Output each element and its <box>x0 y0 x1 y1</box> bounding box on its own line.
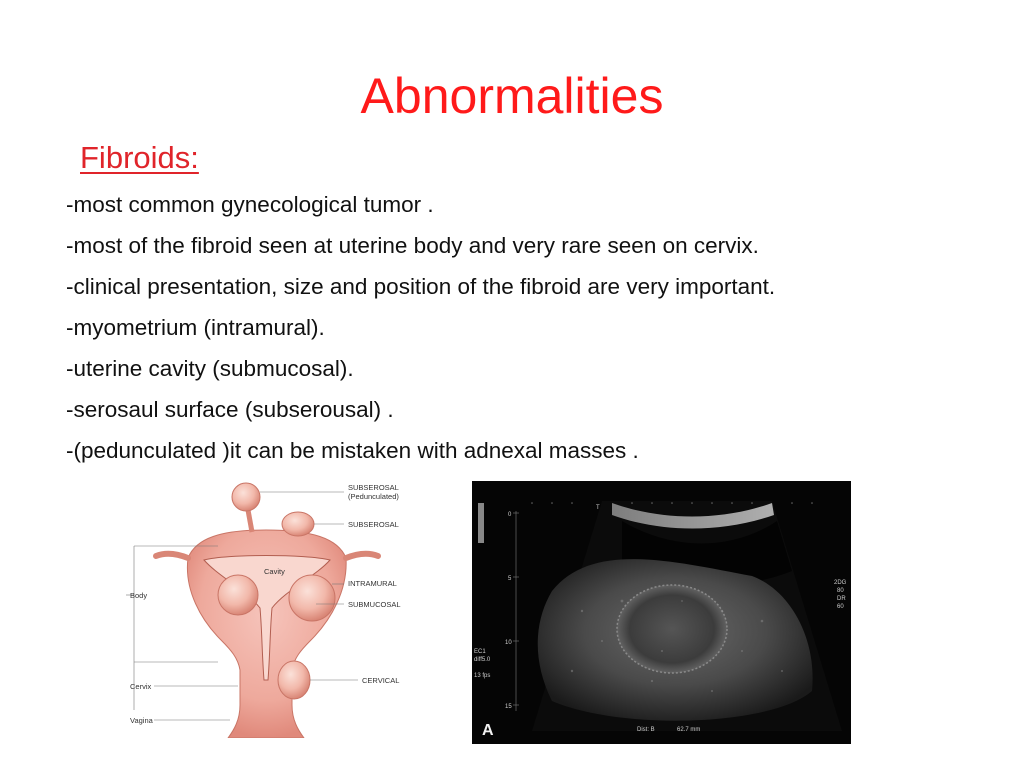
label-vagina: Vagina <box>130 716 153 725</box>
ultrasound-image <box>472 481 851 744</box>
bottom-value: 62.7 mm <box>677 727 701 733</box>
right-info: 2DG <box>834 580 847 586</box>
depth-15: 15 <box>505 704 512 710</box>
bullet-item: -uterine cavity (submucosal). <box>66 356 354 381</box>
bullet-item: -clinical presentation, size and position of the fibroid are very important. <box>66 274 776 299</box>
ultrasound-mass <box>617 585 727 673</box>
left-info: 13 fps <box>474 673 491 679</box>
panel-letter: A <box>482 722 494 739</box>
fibroid-cervical <box>278 661 310 699</box>
depth-5: 5 <box>508 576 512 582</box>
uterus-fibroid-diagram <box>126 480 406 738</box>
label-subserosal: SUBSEROSAL <box>348 520 399 529</box>
depth-0: 0 <box>508 512 512 518</box>
bullet-item: -serosaul surface (subserousal) . <box>66 397 394 422</box>
bullet-item: -myometrium (intramural). <box>66 315 325 340</box>
right-info: 60 <box>837 604 844 610</box>
right-info: DR <box>837 596 846 602</box>
bullet-item: -(pedunculated )it can be mistaken with adnexal masses . <box>66 438 639 463</box>
slide-subtitle: Fibroids: <box>80 140 199 175</box>
left-info: diff5.0 <box>474 657 491 663</box>
label-cervical: CERVICAL <box>362 676 400 685</box>
slide-title: Abnormalities <box>360 68 664 124</box>
label-cavity: Cavity <box>264 567 285 576</box>
bullet-item: -most common gynecological tumor . <box>66 192 434 217</box>
fibroid-submucosal <box>289 575 335 621</box>
label-cervix: Cervix <box>130 682 152 691</box>
label-intramural: INTRAMURAL <box>348 579 397 588</box>
depth-10: 10 <box>505 640 512 646</box>
fibroid-pedunculated <box>232 483 260 511</box>
fibroid-subserosal <box>282 512 314 536</box>
bullet-item: -most of the fibroid seen at uterine body and very rare seen on cervix. <box>66 233 759 258</box>
label-pedunculated: (Pedunculated) <box>348 492 399 501</box>
label-body: Body <box>130 591 148 600</box>
marker-t: T <box>596 505 600 511</box>
left-info: EC1 <box>474 649 486 655</box>
label-submucosal: SUBMUCOSAL <box>348 600 401 609</box>
fibroid-intramural <box>218 575 258 615</box>
right-info: 80 <box>837 588 844 594</box>
label-subserosal-pedunculated: SUBSEROSAL <box>348 483 399 492</box>
bottom-dist: Dist: B <box>637 727 655 733</box>
bullet-list <box>66 184 775 471</box>
